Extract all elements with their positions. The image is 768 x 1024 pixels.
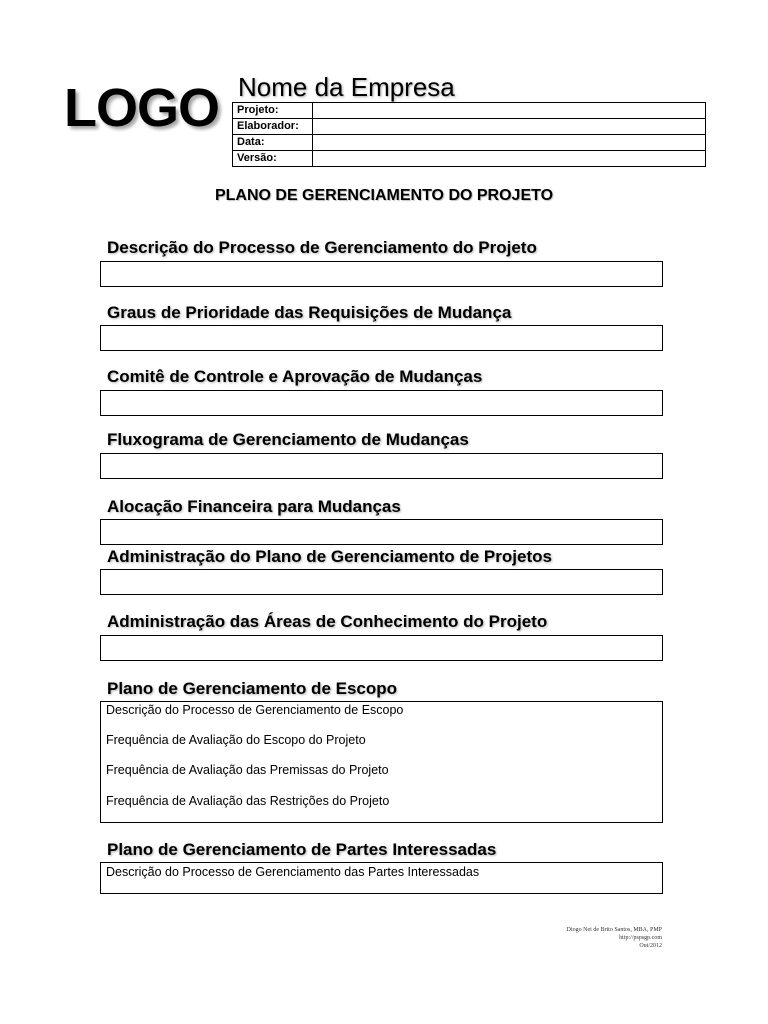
project-info-table [232, 102, 706, 167]
logo: LOGO [64, 78, 219, 138]
document-title: PLANO DE GERENCIAMENTO DO PROJETO [214, 187, 554, 204]
field-descricao-processo[interactable] [100, 261, 663, 287]
escopo-item-frequencia-premissas: Frequência de Avaliação das Premissas do Projeto [106, 763, 389, 777]
meta-row-elaborador [233, 119, 706, 135]
section-title-administracao-plano: Administração do Plano de Gerenciamento de Projetos [107, 547, 552, 566]
meta-value-versao[interactable] [313, 151, 706, 167]
section-title-graus-prioridade: Graus de Prioridade das Requisições de Mudança [107, 303, 512, 322]
escopo-item-frequencia-restricoes: Frequência de Avaliação das Restrições do Projeto [106, 794, 390, 808]
field-graus-prioridade[interactable] [100, 325, 663, 351]
footer-credits [567, 926, 662, 950]
meta-label: Data: [233, 135, 313, 151]
section-title-fluxograma: Fluxograma de Gerenciamento de Mudanças [107, 430, 469, 449]
field-alocacao-financeira[interactable] [100, 519, 663, 545]
meta-label: Versão: [233, 151, 313, 167]
escopo-item-descricao: Descrição do Processo de Gerenciamento de Escopo [106, 703, 404, 717]
footer-url[interactable]: http://pspsgp.com [619, 935, 662, 941]
meta-row-data [233, 135, 706, 151]
field-areas-conhecimento[interactable] [100, 635, 663, 661]
meta-label: Elaborador: [233, 119, 313, 135]
meta-label: Projeto: [233, 103, 313, 119]
section-title-alocacao-financeira: Alocação Financeira para Mudanças [107, 497, 401, 516]
meta-row-projeto [233, 103, 706, 119]
field-escopo[interactable] [100, 701, 663, 823]
section-title-escopo: Plano de Gerenciamento de Escopo [107, 679, 398, 698]
meta-row-versao [233, 151, 706, 167]
footer-date: Out/2012 [639, 943, 662, 949]
section-title-areas-conhecimento: Administração das Áreas de Conhecimento do Projeto [107, 612, 548, 631]
section-title-descricao-processo: Descrição do Processo de Gerenciamento do Projeto [107, 238, 537, 257]
field-administracao-plano[interactable] [100, 569, 663, 595]
partes-item-descricao: Descrição do Processo de Gerenciamento das Partes Interessadas [106, 865, 480, 879]
field-comite-controle[interactable] [100, 390, 663, 416]
meta-value-data[interactable] [313, 135, 706, 151]
meta-value-elaborador[interactable] [313, 119, 706, 135]
section-title-partes-interessadas: Plano de Gerenciamento de Partes Interessadas [107, 840, 497, 859]
company-name: Nome da Empresa [238, 72, 455, 102]
meta-value-projeto[interactable] [313, 103, 706, 119]
field-partes-interessadas[interactable] [100, 862, 663, 894]
section-title-comite-controle: Comitê de Controle e Aprovação de Mudanças [107, 367, 483, 386]
footer-author: Diogo Nei de Brito Santos, MBA, PMP [566, 927, 662, 933]
field-fluxograma[interactable] [100, 453, 663, 479]
escopo-item-frequencia-escopo: Frequência de Avaliação do Escopo do Projeto [106, 733, 366, 747]
